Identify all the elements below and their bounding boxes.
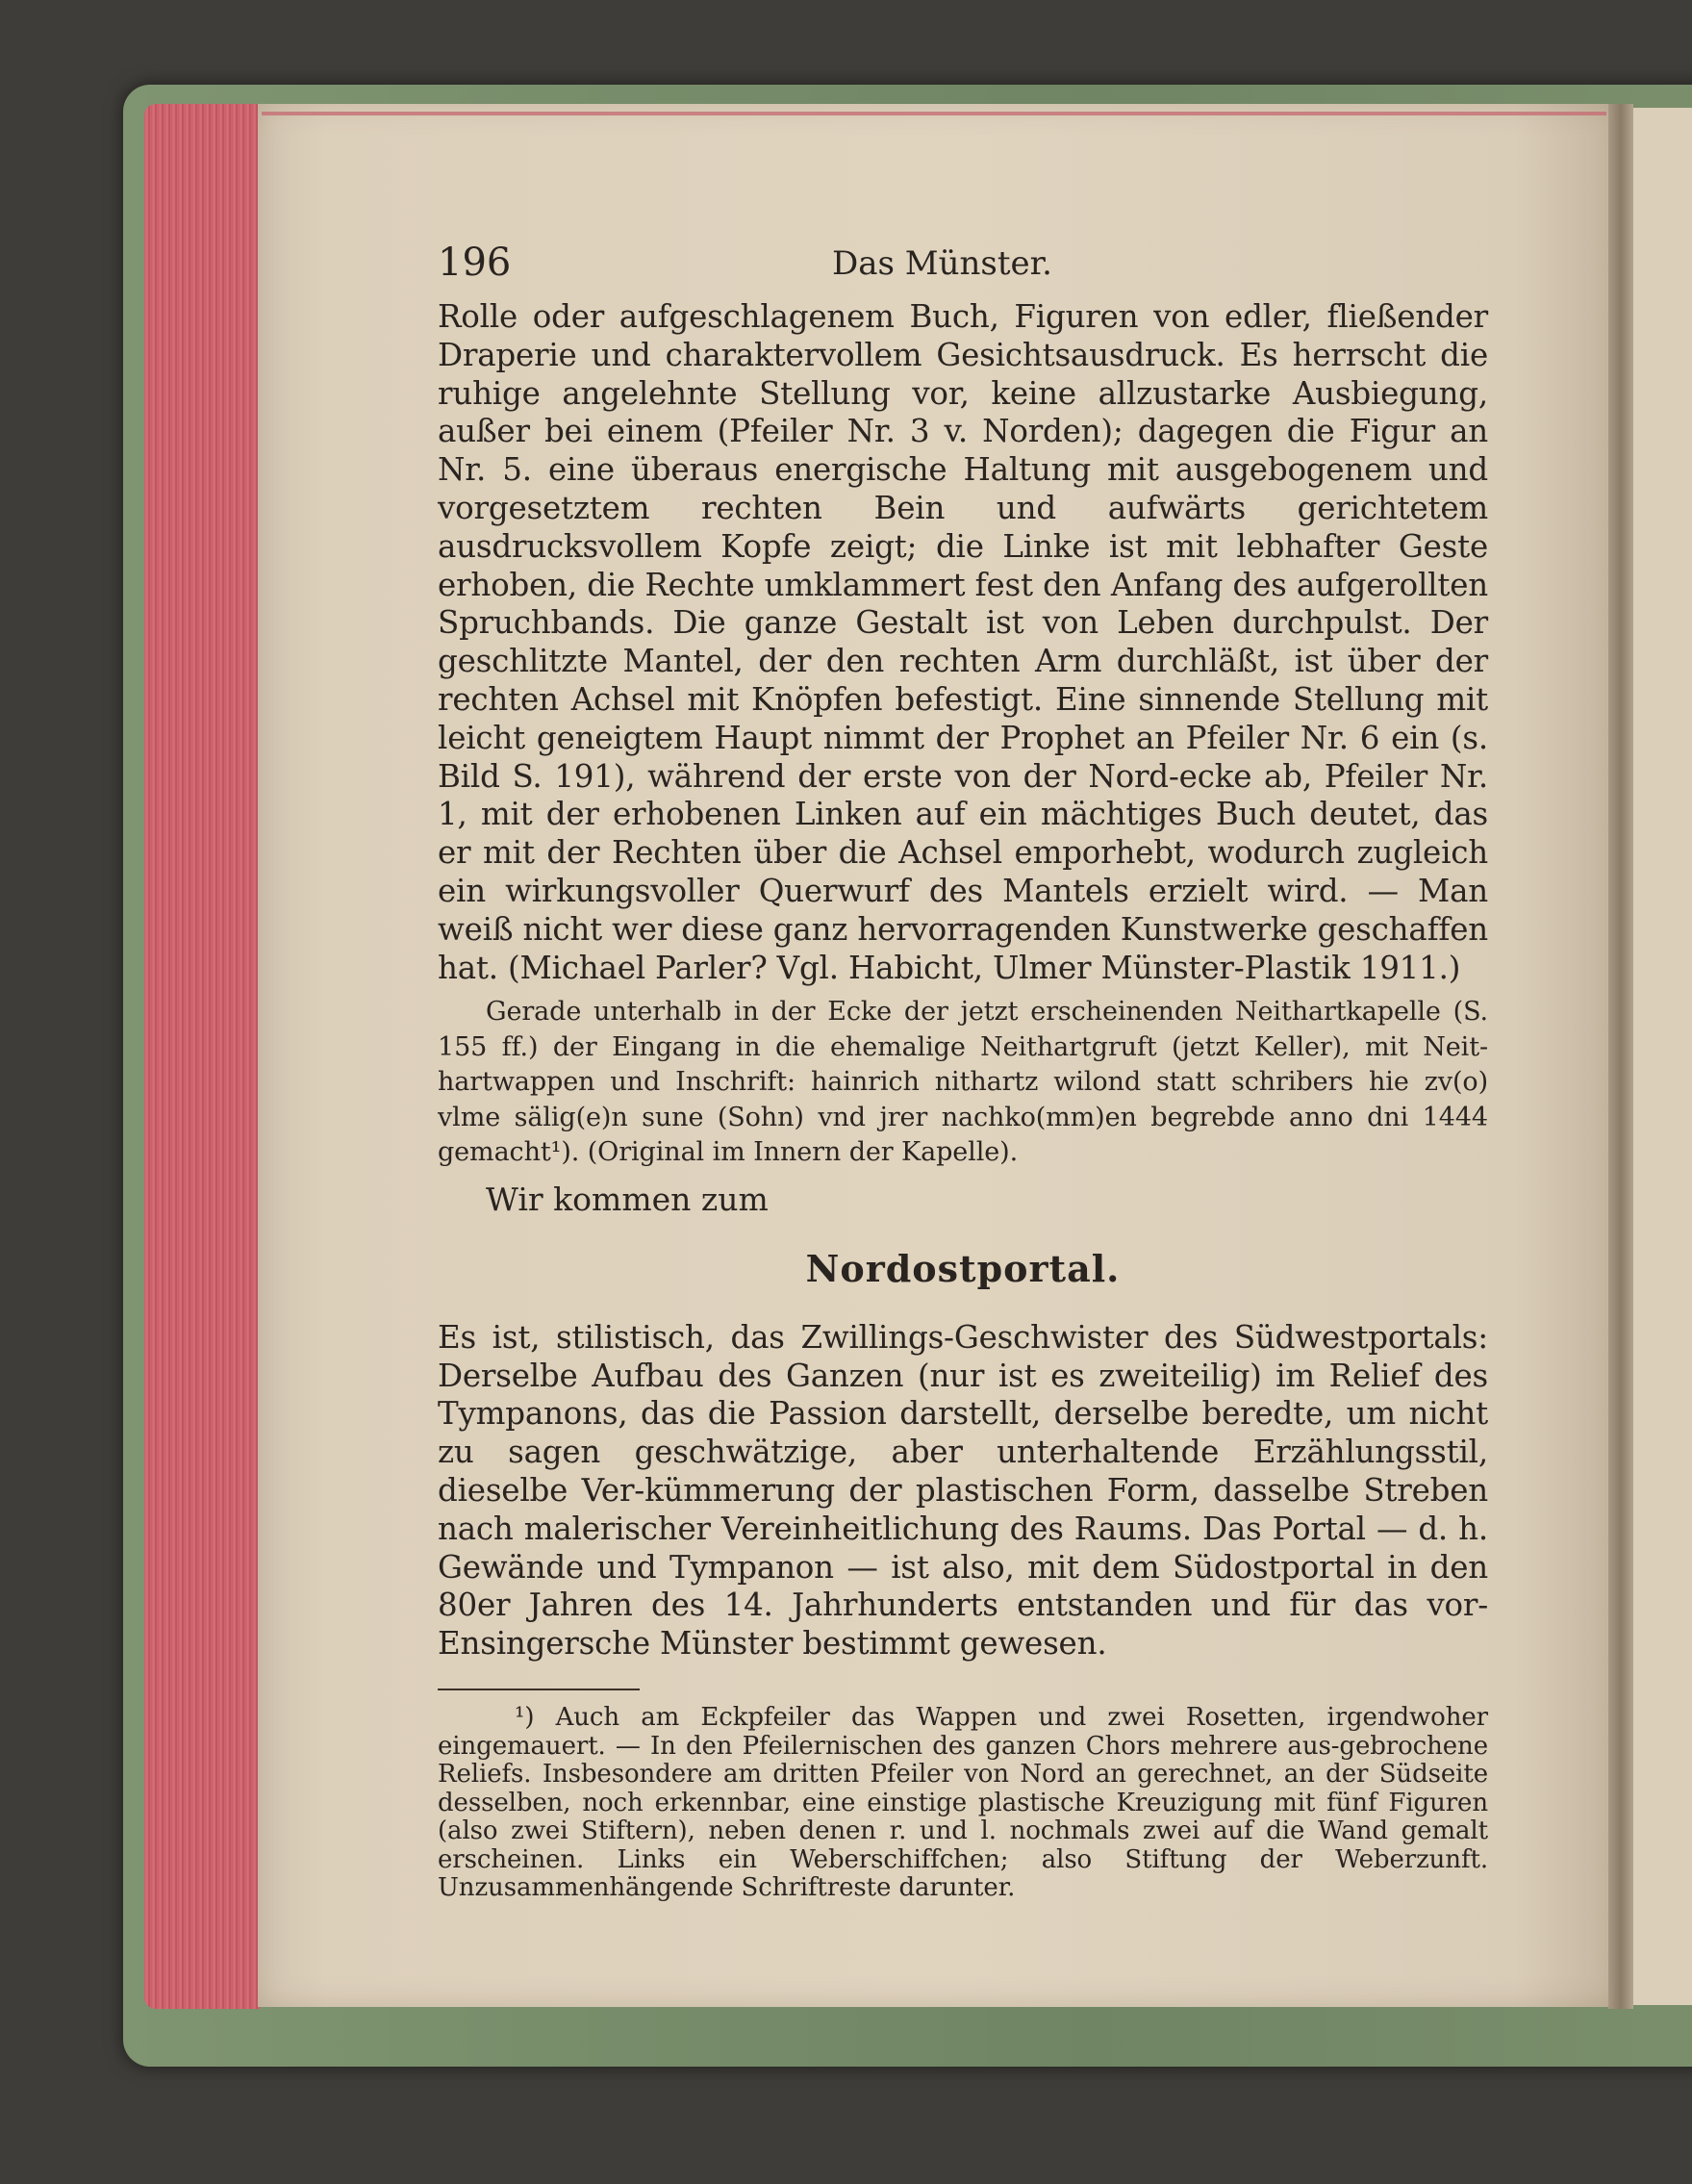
page-text — [438, 241, 1488, 1903]
top-page-edge — [262, 112, 1606, 115]
section-title: Nordostportal. — [805, 1246, 1121, 1290]
paragraph-portal: Es ist, stilistisch, das Zwillings-Geschwister des Südwestportals: Derselbe Aufbau des Ganzen (nur ist es zweiteilig) im Relief des Tympanons, das die Passion darstellt, derselbe beredte, um nicht zu sagen geschwätzige, aber unterhaltende Erzählungsstil, dieselbe Ver-kümmerung der plastischen Form, dasselbe Streben nach malerischer Vereinheitlichung des Raums. Das Portal — d. h. Gewände und Tympanon — ist also, mit dem Südostportal in den 80er Jahren des 14. Jahrhunderts entstanden und für das vor-Ensingersche Münster bestimmt gewesen. — [438, 1318, 1488, 1663]
paragraph-neithart: Gerade unterhalb in der Ecke der jetzt erscheinenden Neithartkapelle (S. 155 ff.) der Eingang in die ehemalige Neithartgruft (jetzt Keller), mit Neit-hartwappen und Inschrift: hainrich nithartz wilond statt schribers hie zv(o) vlme sälig(e)n sune (Sohn) vnd jrer nachko(mm)en begrebde anno dni 1444 gemacht¹). (Original im Innern der Kapelle). — [438, 997, 1488, 1168]
lead-in: Wir kommen zum — [486, 1180, 769, 1218]
running-title: Das Münster. — [832, 244, 1052, 283]
page-edges — [144, 104, 260, 2009]
footnote-rule — [438, 1689, 640, 1690]
page-number: 196 — [438, 241, 512, 285]
facing-page-strip — [1633, 108, 1692, 2005]
book-gutter — [1608, 104, 1633, 2009]
page-header — [438, 241, 1488, 298]
footnote: ¹) Auch am Eckpfeiler das Wappen und zwei Rosetten, irgendwoher eingemauert. — In den Pfeilernischen des ganzen Chors mehrere aus-gebrochene Reliefs. Insbesondere am dritten Pfeiler von Nord an gerechnet, an der Südseite desselben, noch erkennbar, eine einstige plastische Kreuzigung mit fünf Figuren (also zwei Stiftern), neben denen r. und l. nochmals zwei auf die Wand gemalt erscheinen. Links ein Weberschiffchen; also Stiftung der Weberzunft. Unzusammenhängende Schriftreste darunter. — [438, 1703, 1488, 1903]
paragraph-prophets: Rolle oder aufgeschlagenem Buch, Figuren von edler, fließender Draperie und charaktervollem Gesichtsausdruck. Es herrscht die ruhige angelehnte Stellung vor, keine allzustarke Ausbiegung, außer bei einem (Pfeiler Nr. 3 v. Norden); dagegen die Figur an Nr. 5. eine überaus energische Haltung mit ausgebogenem und vorgesetztem rechten Bein und aufwärts gerichtetem ausdrucksvollem Kopfe zeigt; die Linke ist mit lebhafter Geste erhoben, die Rechte umklammert fest den Anfang des aufgerollten Spruchbands. Die ganze Gestalt ist von Leben durchpulst. Der geschlitzte Mantel, der den rechten Arm durchläßt, ist über der rechten Achsel mit Knöpfen befestigt. Eine sinnende Stellung mit leicht geneigtem Haupt nimmt der Prophet an Pfeiler Nr. 6 ein (s. Bild S. 191), während der erste von der Nord-ecke ab, Pfeiler Nr. 1, mit der erhobenen Linken auf ein mächtiges Buch deutet, das er mit der Rechten über die Achsel emporhebt, wodurch zugleich ein wirkungsvoller Querwurf des Mantels erzielt wird. — Man weiß nicht wer diese ganz hervorragenden Kunstwerke geschaffen hat. (Michael Parler? Vgl. Habicht, Ulmer Münster-Plastik 1911.) — [438, 298, 1488, 986]
